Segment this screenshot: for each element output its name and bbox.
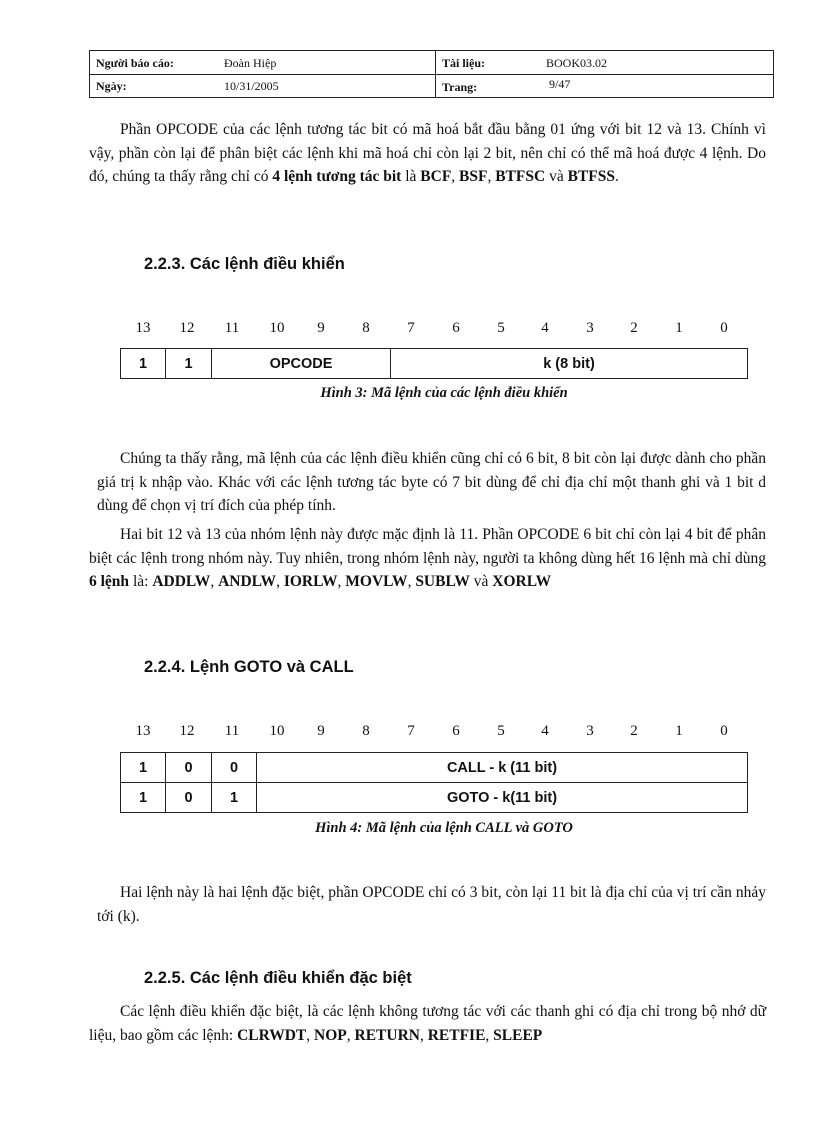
bit-cell: 0 <box>166 783 212 813</box>
section-heading-2-2-3: 2.2.3. Các lệnh điều khiển <box>144 255 345 273</box>
page-value: 9/47 <box>549 77 571 91</box>
document-label: Tài liệu: <box>442 56 486 70</box>
bit-cell: 1 <box>121 349 166 379</box>
bit-number: 0 <box>720 723 728 739</box>
bit-cell: 1 <box>121 753 166 783</box>
document-header <box>89 50 774 98</box>
bit-number: 6 <box>452 320 460 336</box>
paragraph-bit-instructions: Phần OPCODE của các lệnh tương tác bit có mã hoá bắt đầu bằng 01 ứng với bit 12 và 13. Chính vì vậy, phần còn lại để phân biệt các lệnh khi mã hoá chỉ còn lại 2 bit, nên chỉ có thể mã hoá được 4 lệnh. Do đó, chúng ta thấy rằng chỉ có 4 lệnh tương tác bit là BCF, BSF, BTFSC và BTFSS. <box>89 121 766 185</box>
opcode-cell: OPCODE <box>212 349 391 379</box>
bit-cell: 1 <box>212 783 257 813</box>
bit-number: 5 <box>497 723 505 739</box>
figure-4-caption: Hình 4: Mã lệnh của lệnh CALL và GOTO <box>315 820 573 836</box>
bit-number: 12 <box>179 320 195 336</box>
document-value: BOOK03.02 <box>546 56 608 70</box>
bit-number: 9 <box>317 723 325 739</box>
bit-number: 1 <box>675 723 683 739</box>
goto-address-cell: GOTO - k(11 bit) <box>257 783 748 813</box>
header-divider-horizontal <box>90 74 773 75</box>
call-address-cell: CALL - k (11 bit) <box>257 753 748 783</box>
bit-number: 4 <box>541 723 549 739</box>
bit-number: 0 <box>720 320 728 336</box>
paragraph-control-encoding: Chúng ta thấy rằng, mã lệnh của các lệnh điều khiển cũng chỉ có 6 bit, 8 bit còn lại được dành cho phần giá trị k nhập vào. Khác với các lệnh tương tác byte có 7 bit dùng để chỉ địa chỉ một thanh ghi và 1 bit d dùng để chọn vị trí đích của phép tính. <box>97 450 766 514</box>
figure-3-encoding-table <box>120 348 748 379</box>
bit-cell: 1 <box>166 349 212 379</box>
figure-4-encoding-table <box>120 752 748 813</box>
reporter-label: Người báo cáo: <box>96 56 174 70</box>
paragraph-special-control: Các lệnh điều khiển đặc biệt, là các lệnh không tương tác với các thanh ghi có địa chỉ trong bộ nhớ dữ liệu, bao gồm các lệnh: CLRWDT, NOP, RETURN, RETFIE, SLEEP <box>89 1003 766 1044</box>
bit-number: 11 <box>224 320 240 336</box>
bit-number: 12 <box>179 723 195 739</box>
bit-number: 6 <box>452 723 460 739</box>
paragraph-literal-instructions: Hai bit 12 và 13 của nhóm lệnh này được mặc định là 11. Phần OPCODE 6 bit chỉ còn lại 4 bit để phân biệt các lệnh trong nhóm này. Tuy nhiên, trong nhóm lệnh này, người ta không dùng hết 16 lệnh mà chỉ dùng 6 lệnh là: ADDLW, ANDLW, IORLW, MOVLW, SUBLW và XORLW <box>89 526 766 590</box>
bit-number: 10 <box>269 320 285 336</box>
bit-number: 11 <box>224 723 240 739</box>
bit-number: 13 <box>135 320 151 336</box>
bit-cell: 0 <box>212 753 257 783</box>
date-value: 10/31/2005 <box>224 79 279 93</box>
section-heading-2-2-5: 2.2.5. Các lệnh điều khiển đặc biệt <box>144 969 412 987</box>
bit-number: 7 <box>407 723 415 739</box>
page-label: Trang: <box>442 80 478 94</box>
table-row <box>121 349 748 379</box>
bit-number: 7 <box>407 320 415 336</box>
section-heading-2-2-4: 2.2.4. Lệnh GOTO và CALL <box>144 658 354 676</box>
reporter-value: Đoàn Hiệp <box>224 56 277 70</box>
bit-number: 9 <box>317 320 325 336</box>
figure-3-caption: Hình 3: Mã lệnh của các lệnh điều khiển <box>320 385 568 401</box>
bit-number: 3 <box>586 723 594 739</box>
date-label: Ngày: <box>96 79 127 93</box>
bit-cell: 0 <box>166 753 212 783</box>
bit-number: 2 <box>630 320 638 336</box>
table-row <box>121 753 748 783</box>
bit-number: 4 <box>541 320 549 336</box>
bit-number: 2 <box>630 723 638 739</box>
bit-number: 1 <box>675 320 683 336</box>
bit-number: 3 <box>586 320 594 336</box>
bit-number: 13 <box>135 723 151 739</box>
bit-number: 5 <box>497 320 505 336</box>
bit-number: 10 <box>269 723 285 739</box>
bit-number: 8 <box>362 320 370 336</box>
bit-cell: 1 <box>121 783 166 813</box>
bit-number: 8 <box>362 723 370 739</box>
table-row <box>121 783 748 813</box>
paragraph-goto-call: Hai lệnh này là hai lệnh đặc biệt, phần OPCODE chỉ có 3 bit, còn lại 11 bit là địa chỉ của vị trí cần nhảy tới (k). <box>97 884 766 925</box>
k-field-cell: k (8 bit) <box>391 349 748 379</box>
